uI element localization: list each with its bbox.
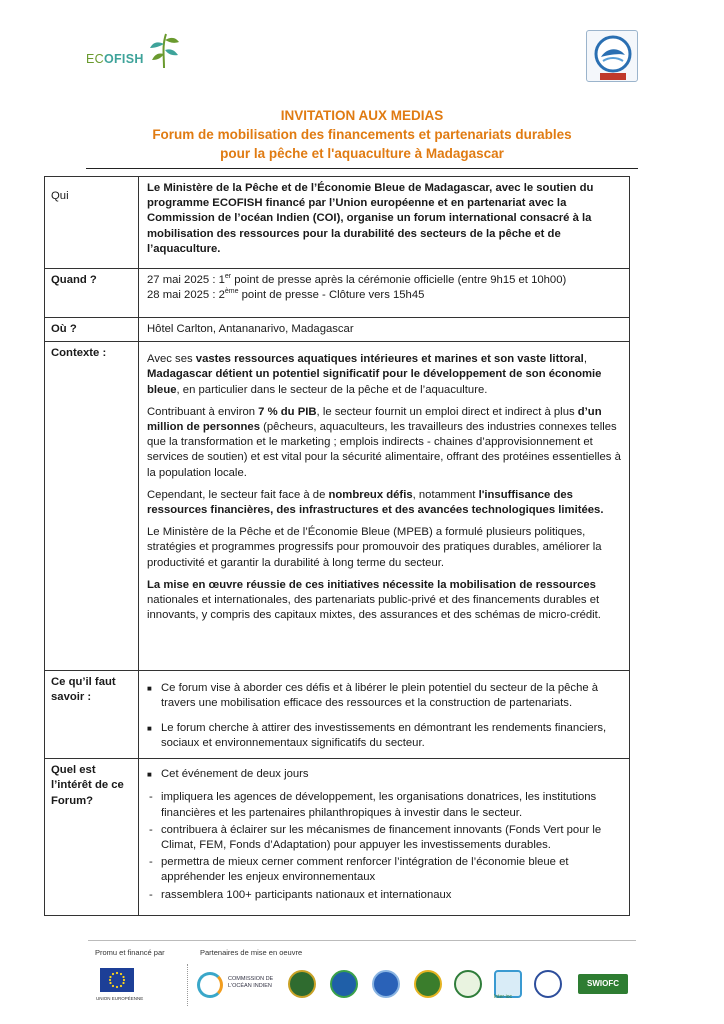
row-label-interet: Quel est l’intérêt de ce Forum? xyxy=(45,759,139,916)
row-label-savoir: Ce qu’il faut savoir : xyxy=(45,671,139,759)
forum-title-line2: pour la pêche et l'aquaculture à Madagascar xyxy=(220,146,504,161)
table-row-qui xyxy=(45,177,630,269)
partner-logo-5 xyxy=(454,970,482,998)
row-value-interet xyxy=(139,759,630,916)
title-divider xyxy=(86,168,638,169)
footer-separator xyxy=(187,964,188,1006)
table-row-ou xyxy=(45,318,630,342)
partner-logo-2 xyxy=(330,970,358,998)
info-table xyxy=(44,176,630,916)
mpeb-logo xyxy=(586,30,638,82)
footer-divider xyxy=(88,940,636,941)
row-value-qui: Le Ministère de la Pêche et de l’Économie Bleue de Madagascar, avec le soutien du programme ECOFISH financé par l’Union européenne et en partenariat avec la Commission de l’océan Indien (COI), organise un forum international consacré à la mobilisation des ressources pour la durabilité des secteurs de la pêche et de l’aquaculture. xyxy=(139,177,630,269)
forum-title-line1: Forum de mobilisation des financements et partenariats durables xyxy=(152,127,572,142)
row-value-savoir xyxy=(139,671,630,759)
coi-logo xyxy=(197,970,287,1000)
eu-caption: UNION EUROPÉENNE xyxy=(96,996,144,1001)
row-value-quand: 27 mai 2025 : 1er point de presse après la cérémonie officielle (entre 9h15 et 10h00) 28 mai 2025 : 2ème point de presse - Clôture vers 15h45 xyxy=(139,269,630,318)
swiofc-logo: SWIOFC xyxy=(578,974,628,994)
partner-logo-3 xyxy=(372,970,400,998)
footer-partners-label: Partenaires de mise en oeuvre xyxy=(200,948,303,957)
row-label-contexte: Contexte : xyxy=(45,342,139,671)
row-label-qui: Qui xyxy=(45,177,139,269)
coi-ring-icon xyxy=(197,972,223,998)
invitation-heading: INVITATION AUX MEDIAS xyxy=(280,108,444,123)
list-item: ■ Cet événement de deux jours xyxy=(147,767,621,782)
row-label-ou: Où ? xyxy=(45,318,139,342)
partner-logo-4 xyxy=(414,970,442,998)
eu-stars-icon xyxy=(100,968,134,992)
eu-flag-logo xyxy=(100,968,134,992)
list-item: - permettra de mieux cerner comment renforcer l’intégration de l’économie bleue et appréhender les enjeux environnementaux xyxy=(147,855,621,885)
list-item: - rassemblera 100+ participants nationaux et internationaux xyxy=(147,888,621,903)
footer-promu-label: Promu et financé par xyxy=(95,948,165,957)
list-item: ■ Le forum cherche à attirer des investissements en démontrant les rendements financiers, sociaux et environnementaux significatifs du secteur. xyxy=(147,721,621,751)
row-label-quand: Quand ? xyxy=(45,269,139,318)
row-value-contexte: Avec ses vastes ressources aquatiques intérieures et marines et son vaste littoral, Madagascar détient un potentiel significatif pour le développement de son économie bleue, en particulier dans le secteur de la pêche et de l’aquaculture. Contribuant à environ 7 % du PIB, le secteur fournit un emploi direct et indirect à plus d’un million de personnes (pêcheurs, aquaculteurs, les travailleurs des industries connexes telles que la transformation et le marketing ; emplois indirects - chaines d’approvisionnement et services de soutien) et est vital pour la sécurité alimentaire, offrant des protéines essentielles à la population locale. Cependant, le secteur fait face à de nombreux défis, notamment l'insuffisance des ressources financières, des infrastructures et des avancées technologiques limitées. Le Ministère de la Pêche et de l’Économie Bleue (MPEB) a formulé plusieurs politiques, stratégies et programmes progressifs pour promouvoir des pratiques durables, améliorer la productivité et garantir la durabilité à long terme du secteur. La mise en œuvre réussie de ces initiatives nécessite la mobilisation de ressources nationales et internationales, des partenariats public-privé et des financements durables et innovants, y compris des capitaux mixtes, des assurances et des schémas de micro-crédit. xyxy=(139,342,630,671)
table-row-quand xyxy=(45,269,630,318)
table-row-interet xyxy=(45,759,630,916)
partner-logo-1 xyxy=(288,970,316,998)
list-item: - impliquera les agences de développement, les organisations donatrices, les institutions financières et les partenaires philanthropiques à investir dans le secteur. xyxy=(147,790,621,820)
partner-logo-7 xyxy=(534,970,562,998)
ecofish-wordmark: ECOFISH xyxy=(86,52,144,66)
mpeb-emblem-icon xyxy=(587,31,639,83)
inter-ioc-caption: Inter-ioc xyxy=(494,994,513,1000)
list-item: ■ Ce forum vise à aborder ces défis et à libérer le plein potentiel du secteur de la pêche à travers une mobilisation efficace des ressources et la construction de partenariats. xyxy=(147,681,621,711)
row-value-ou: Hôtel Carlton, Antananarivo, Madagascar xyxy=(139,318,630,342)
fish-plant-icon xyxy=(146,30,182,70)
table-row-savoir xyxy=(45,671,630,759)
ecofish-logo xyxy=(86,30,182,74)
list-item: - contribuera à éclairer sur les mécanismes de financement innovants (Fonds Vert pour le Climat, FEM, Fonds d’Adaptation) pour appuyer les investissements durables. xyxy=(147,823,621,853)
coi-text: COMMISSION DE L'OCÉAN INDIEN xyxy=(228,976,274,989)
table-row-contexte xyxy=(45,342,630,671)
